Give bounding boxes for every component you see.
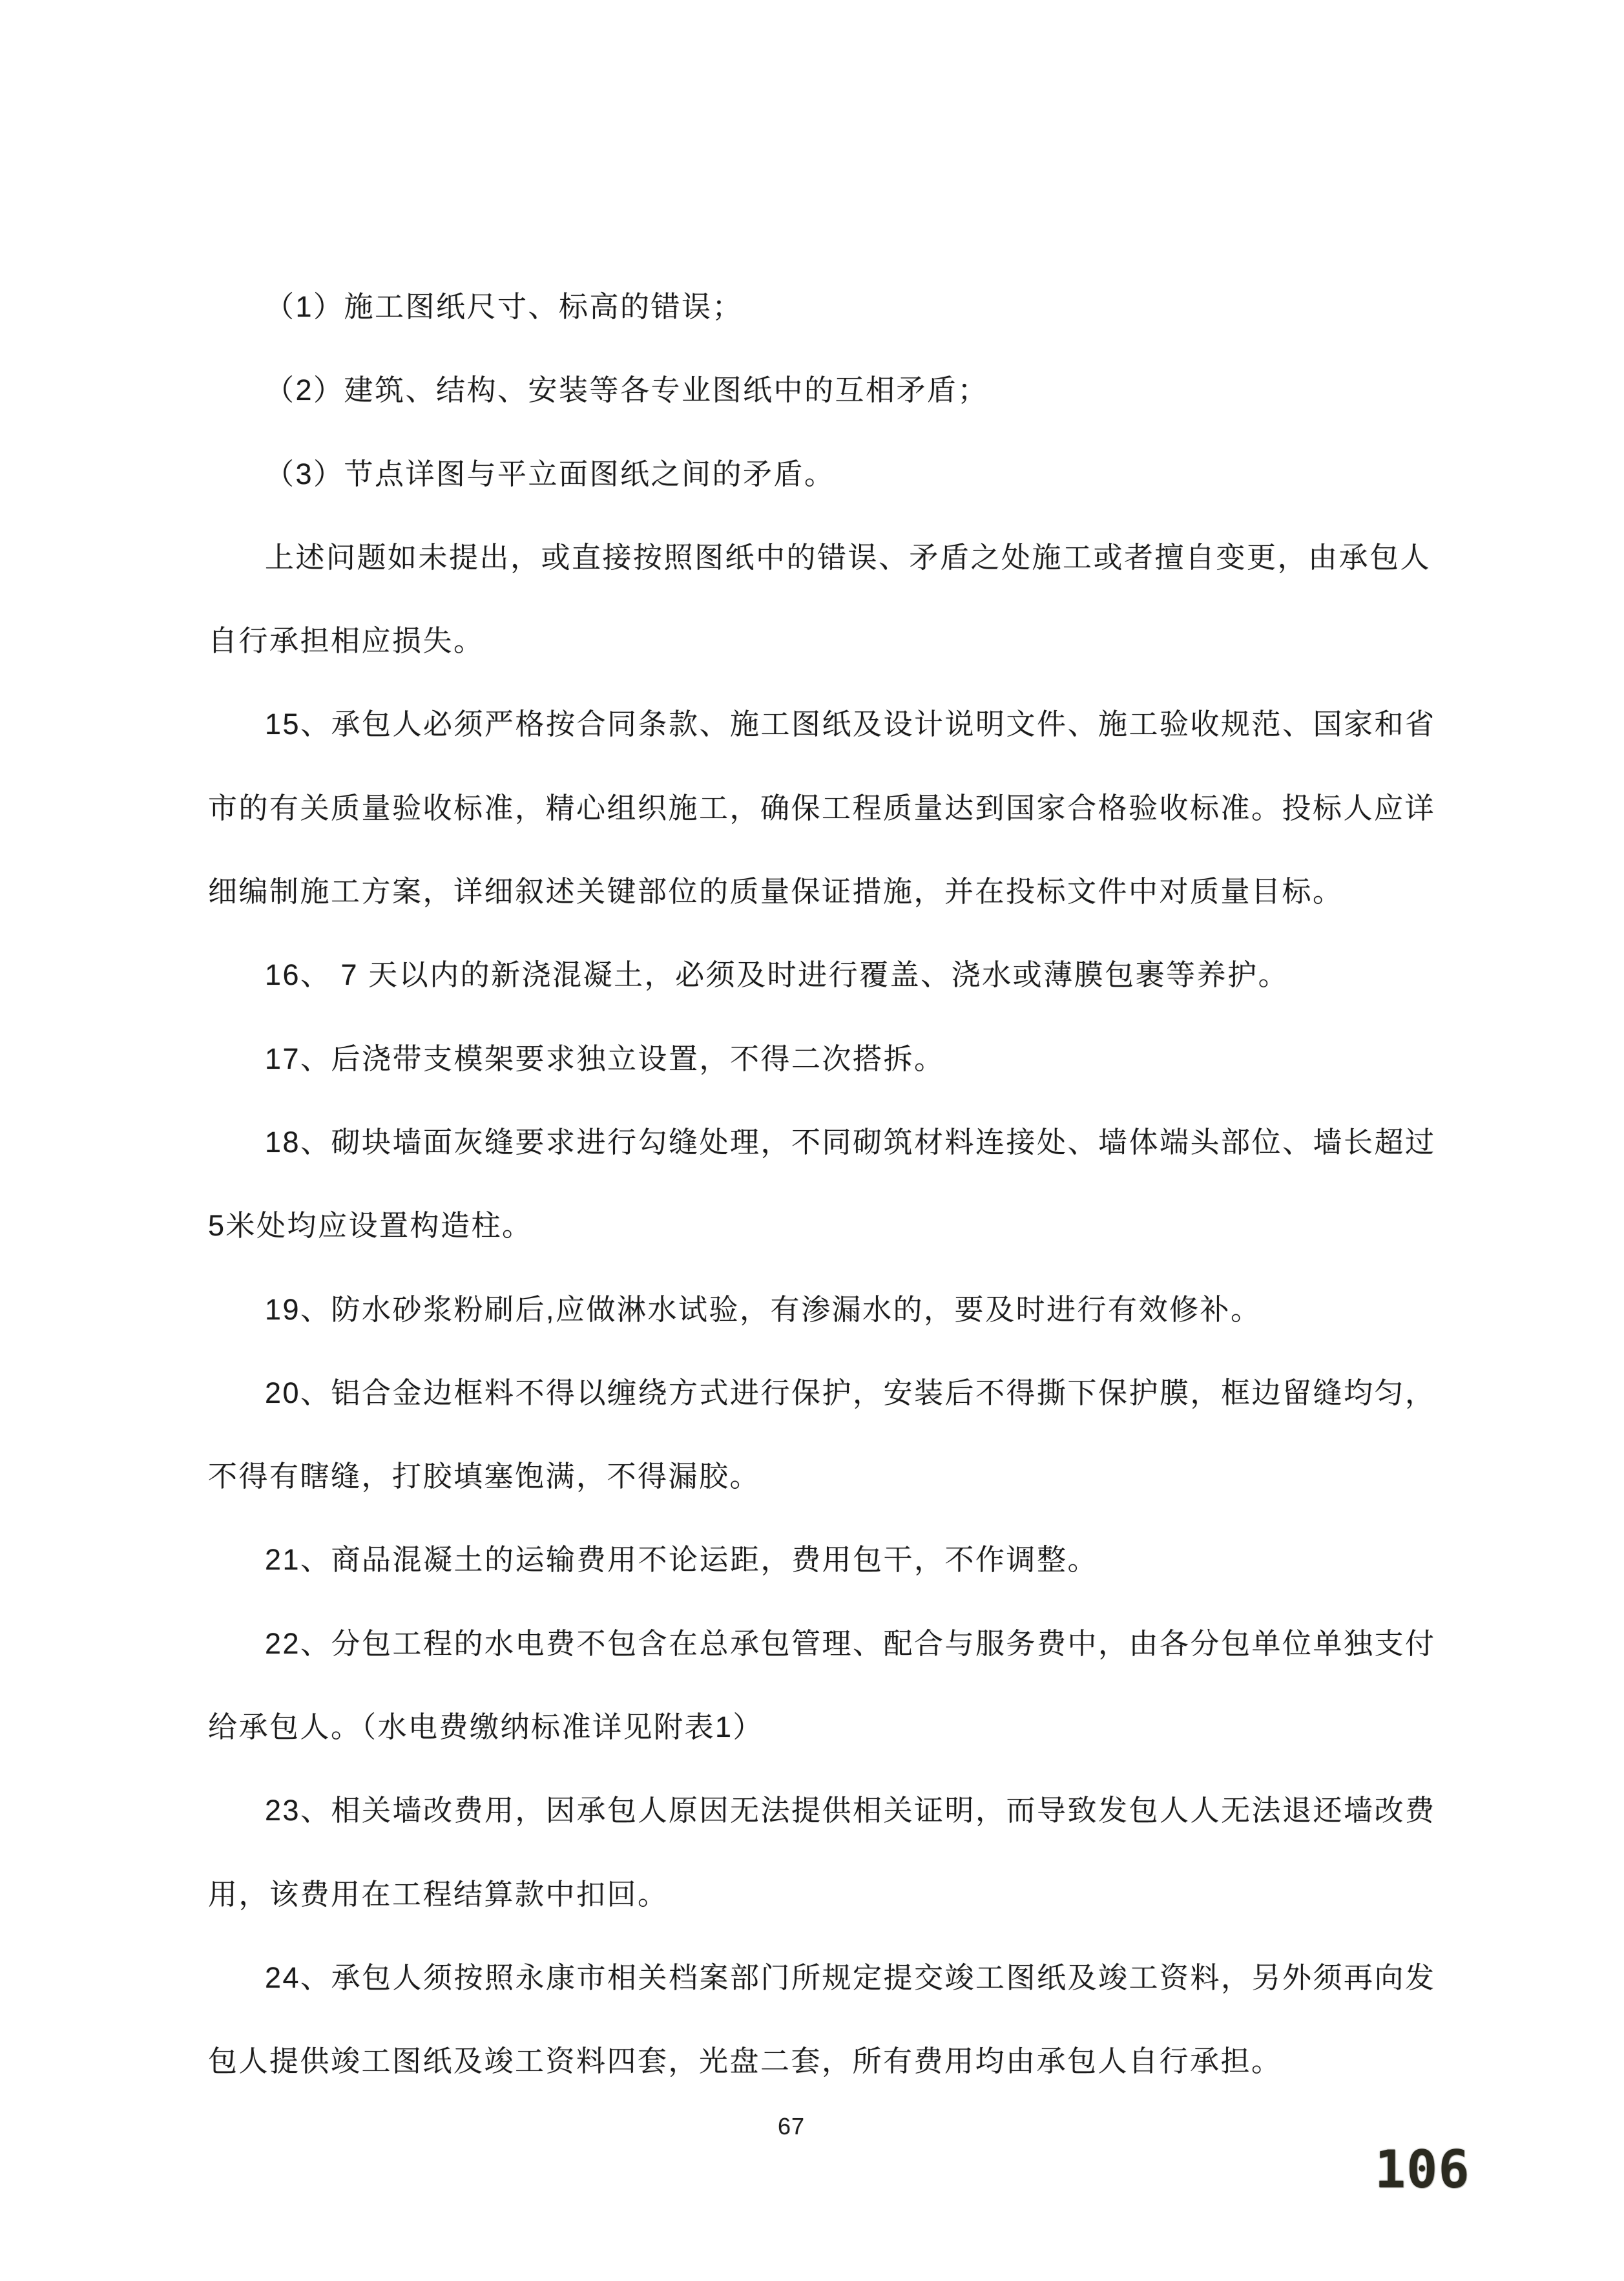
text-line: 24、承包人须按照永康市相关档案部门所规定提交竣工图纸及竣工资料，另外须再向发	[265, 1960, 1436, 1994]
text-line: 18、砌块墙面灰缝要求进行勾缝处理，不同砌筑材料连接处、墙体端头部位、墙长超过	[265, 1125, 1436, 1159]
document-body	[208, 288, 1461, 2127]
text-line: 不得有瞎缝，打胶填塞饱满，不得漏胶。	[208, 1460, 761, 1493]
text-line: 17、后浇带支模架要求独立设置，不得二次搭拆。	[265, 1042, 945, 1075]
text-line: 5米处均应设置构造柱。	[208, 1209, 533, 1243]
text-line: 15、承包人必须严格按合同条款、施工图纸及设计说明文件、施工验收规范、国家和省	[265, 708, 1436, 741]
page-number: 67	[777, 2113, 806, 2139]
text-line: 21、商品混凝土的运输费用不论运距，费用包干，不作调整。	[265, 1543, 1099, 1577]
stamp-page-number: 106	[1375, 2139, 1470, 2200]
text-line: （2）建筑、结构、安装等各专业图纸中的互相矛盾；	[265, 373, 989, 407]
text-line: 包人提供竣工图纸及竣工资料四套，光盘二套，所有费用均由承包人自行承担。	[208, 2044, 1282, 2078]
text-line: 市的有关质量验收标准，精心组织施工，确保工程质量达到国家合格验收标准。投标人应详	[208, 791, 1436, 825]
text-line: 细编制施工方案，详细叙述关键部位的质量保证措施，并在投标文件中对质量目标。	[208, 875, 1344, 909]
text-line: 上述问题如未提出，或直接按照图纸中的错误、矛盾之处施工或者擅自变更，由承包人	[265, 540, 1431, 574]
text-line: 20、铝合金边框料不得以缠绕方式进行保护，安装后不得撕下保护膜，框边留缝均匀，	[265, 1376, 1436, 1409]
text-line: 16、 7 天以内的新浇混凝土，必须及时进行覆盖、浇水或薄膜包裹等养护。	[265, 958, 1289, 992]
text-line: （3）节点详图与平立面图纸之间的矛盾。	[265, 457, 835, 490]
text-line: 自行承担相应损失。	[208, 624, 484, 658]
text-line: （1）施工图纸尺寸、标高的错误；	[265, 290, 744, 323]
text-line: 用，该费用在工程结算款中扣回。	[208, 1877, 669, 1911]
text-line: 19、防水砂浆粉刷后,应做淋水试验，有渗漏水的，要及时进行有效修补。	[265, 1292, 1262, 1326]
text-line: 22、分包工程的水电费不包含在总承包管理、配合与服务费中，由各分包单位单独支付	[265, 1626, 1436, 1660]
text-line: 23、相关墙改费用，因承包人原因无法提供相关证明，而导致发包人人无法退还墙改费	[265, 1794, 1436, 1827]
text-line: 给承包人。（水电费缴纳标准详见附表1）	[208, 1710, 764, 1744]
